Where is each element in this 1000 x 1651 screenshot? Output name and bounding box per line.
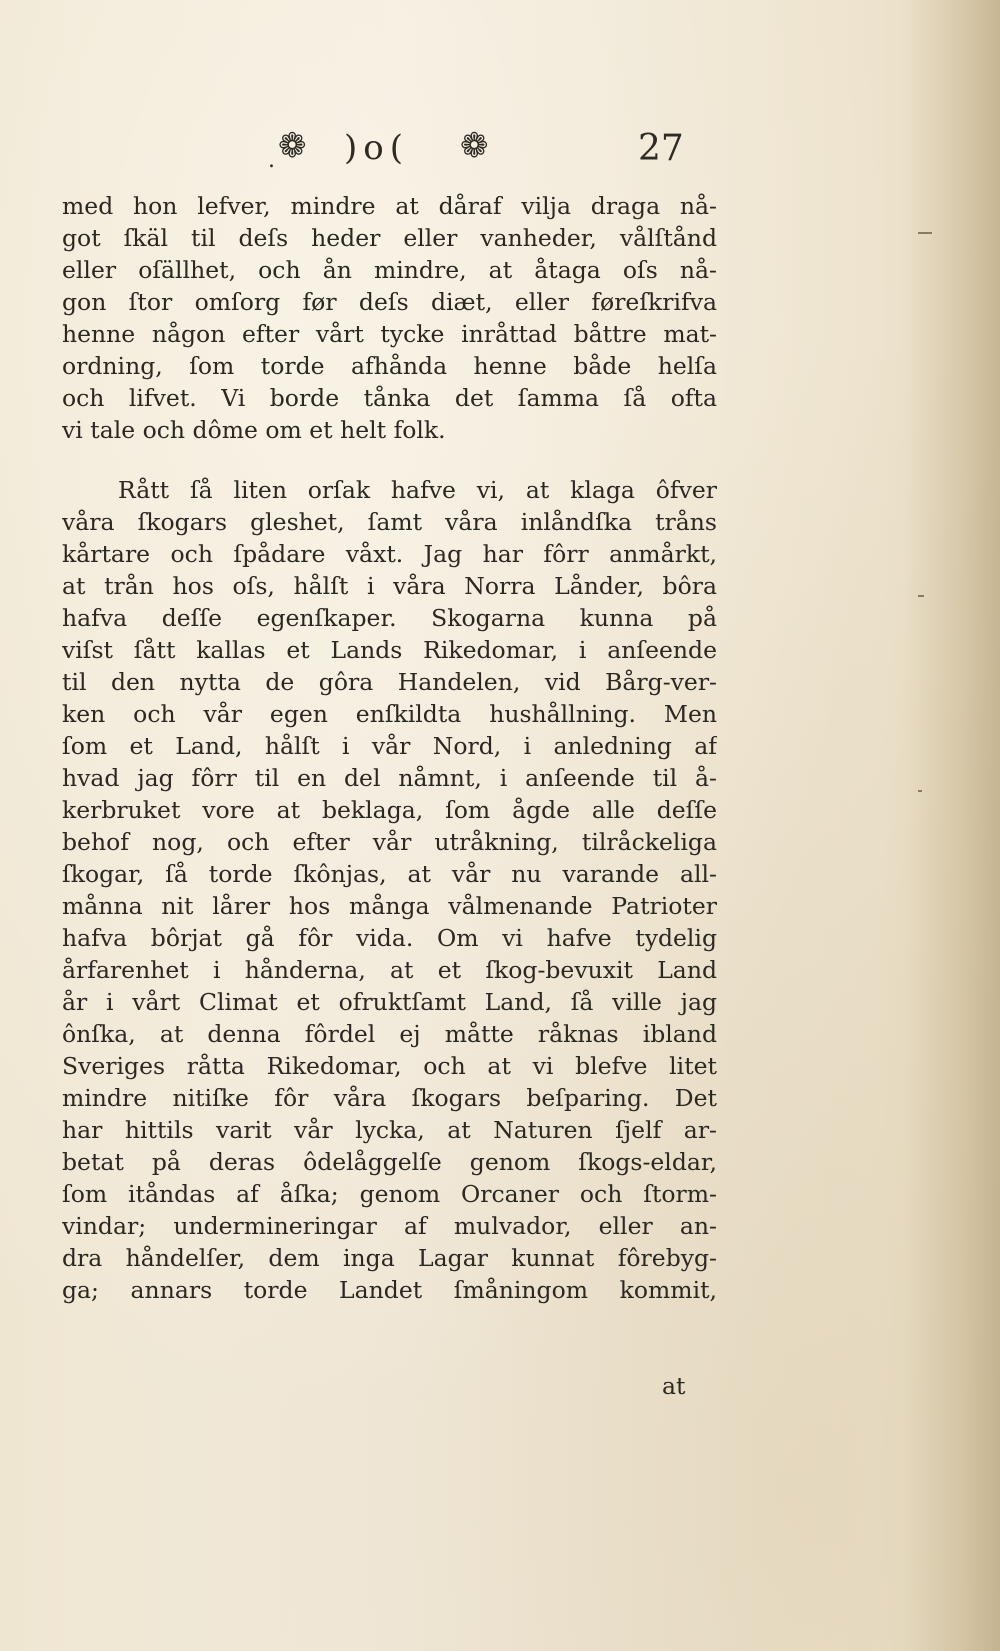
text-line: got ſkäl til deſs heder eller vanheder, vålſtånd [62,224,717,252]
text-line: ſom itåndas af åſka; genom Orcaner och ſtorm- [62,1180,717,1208]
text-line: ſkogar, ſå torde ſkônjas, at vår nu varande all- [62,860,717,888]
text-line: vindar; undermineringar af mulvador, eller an- [62,1212,717,1240]
margin-mark [918,232,932,234]
text-line: hvad jag fôrr til en del nåmnt, i anſeende til å- [62,764,717,792]
text-line: behof nog, och efter vår utråkning, tilråckeliga [62,828,717,856]
paragraph [62,190,717,446]
text-line: at trån hos oſs, hålſt i våra Norra Lånder, bôra [62,572,717,600]
header-dot: . [268,148,275,173]
text-line: ônſka, at denna fôrdel ej måtte råknas ibland [62,1020,717,1048]
text-line: Sveriges råtta Rikedomar, och at vi blefve litet [62,1052,717,1080]
text-line: ſom et Land, hålſt i vår Nord, i anledning af [62,732,717,760]
running-header [270,118,720,178]
paragraph [62,474,717,1306]
header-separator: )o( [344,128,409,168]
text-line: ga; annars torde Landet ſmåningom kommit, [62,1276,717,1304]
paragraph-gap [62,446,717,474]
text-line: ken och vår egen enſkildta hushållning. Men [62,700,717,728]
text-line: med hon lefver, mindre at dåraf vilja draga nå- [62,192,717,220]
text-line: eller oſällhet, och ån mindre, at åtaga oſs nå- [62,256,717,284]
text-line: har hittils varit vår lycka, at Naturen ſjelf ar- [62,1116,717,1144]
text-line: betat på deras ôdelåggelſe genom ſkogs-eldar, [62,1148,717,1176]
text-line: viſst ſått kallas et Lands Rikedomar, i anſeende [62,636,717,664]
text-line: ordning, ſom torde afhånda henne både helſa [62,352,717,380]
text-line: hafva bôrjat gå fôr vida. Om vi hafve tydelig [62,924,717,952]
shell-ornament-icon: ❁ [278,126,307,166]
text-line: kårtare och ſpådare våxt. Jag har fôrr anmårkt, [62,540,717,568]
text-line: och lifvet. Vi borde tånka det ſamma ſå ofta [62,384,717,412]
margin-mark [918,595,924,597]
shell-ornament-icon: ❁ [460,126,489,166]
text-line: gon ſtor omſorg før deſs diæt, eller føreſkrifva [62,288,717,316]
text-line: henne någon efter vårt tycke inråttad båttre mat- [62,320,717,348]
catchword: at [662,1372,686,1400]
text-line: vi tale och dôme om et helt folk. [62,416,446,444]
body-text [62,190,717,1306]
margin-mark [918,790,922,792]
text-line: mindre nitiſke fôr våra ſkogars beſparing. Det [62,1084,717,1112]
text-line: år i vårt Climat et ofruktſamt Land, ſå ville jag [62,988,717,1016]
text-line: Rått ſå liten orſak hafve vi, at klaga ôfver [118,476,717,504]
text-line: til den nytta de gôra Handelen, vid Bårg-ver- [62,668,717,696]
text-line: våra ſkogars gleshet, ſamt våra inlåndſka tråns [62,508,717,536]
page-fold-edge [905,0,1000,1651]
text-line: dra håndelſer, dem inga Lagar kunnat fôrebyg- [62,1244,717,1272]
text-line: hafva deſſe egenſkaper. Skogarna kunna på [62,604,717,632]
text-line: månna nit lårer hos många vålmenande Patrioter [62,892,717,920]
text-line: årfarenhet i hånderna, at et ſkog-bevuxit Land [62,956,717,984]
text-line: kerbruket vore at beklaga, ſom ågde alle deſſe [62,796,717,824]
page-number: 27 [638,128,684,169]
